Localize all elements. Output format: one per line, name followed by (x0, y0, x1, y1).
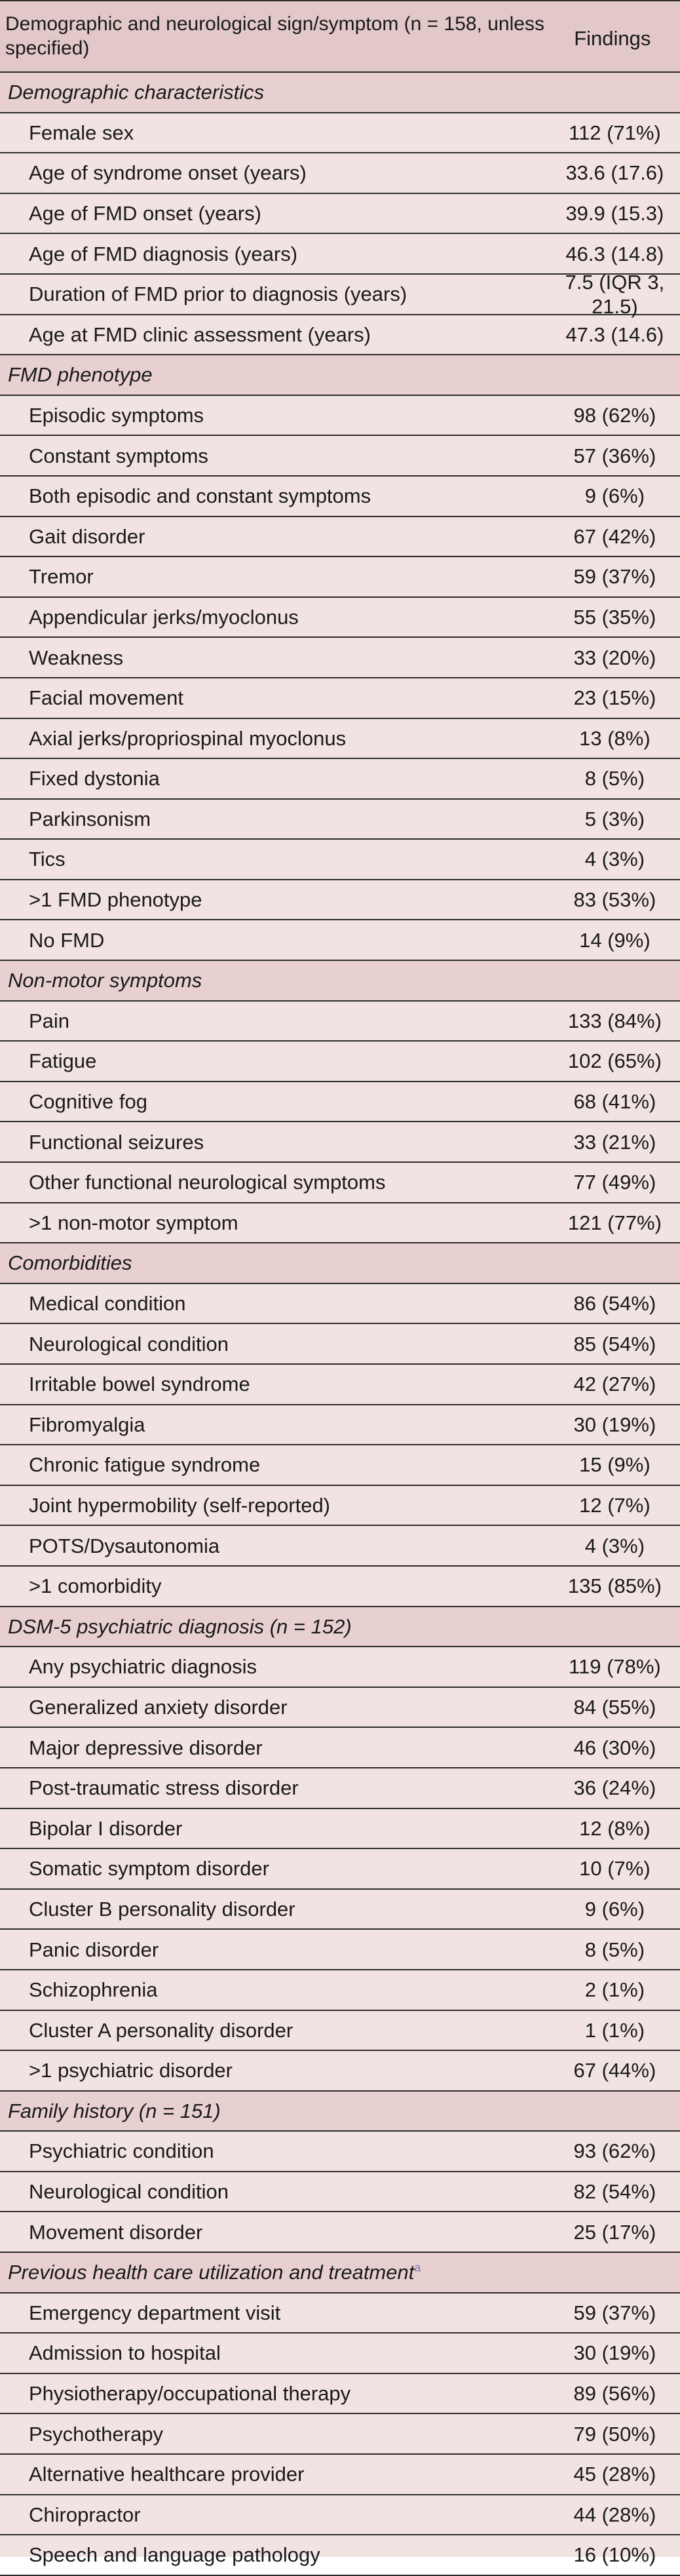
row-value: 77 (49%) (573, 1171, 656, 1194)
row-label: Post-traumatic stress disorder (29, 1776, 299, 1800)
table-row (0, 1890, 680, 1930)
row-value: 13 (8%) (579, 726, 651, 750)
row-value: 86 (54%) (573, 1292, 656, 1316)
row-value: 36 (24%) (573, 1776, 656, 1800)
row-value: 46.3 (14.8) (565, 242, 664, 265)
row-label: Fibromyalgia (29, 1413, 145, 1436)
row-label: Parkinsonism (29, 807, 151, 830)
table-row (0, 1728, 680, 1768)
row-label: Alternative healthcare provider (29, 2463, 305, 2486)
table-row (0, 678, 680, 719)
table-row (0, 2172, 680, 2213)
row-label: Joint hypermobility (self-reported) (29, 1493, 331, 1517)
row-label: Weakness (29, 646, 124, 669)
section-title (0, 968, 663, 992)
row-value: 112 (71%) (569, 121, 661, 144)
row-value: 30 (19%) (573, 1413, 656, 1436)
row-value: 12 (7%) (579, 1493, 651, 1517)
table-row (0, 1365, 680, 1405)
row-label: Any psychiatric diagnosis (29, 1655, 257, 1679)
row-value: 23 (15%) (573, 686, 656, 710)
row-value: 67 (44%) (573, 2059, 656, 2082)
row-label: Admission to hospital (29, 2341, 221, 2365)
table-row (0, 1203, 680, 1244)
row-label: Somatic symptom disorder (29, 1857, 269, 1881)
row-value: 9 (6%) (584, 484, 645, 508)
section-heading (0, 2092, 680, 2132)
row-value: 25 (17%) (573, 2220, 656, 2244)
table-row (0, 1567, 680, 1607)
row-value: 93 (62%) (573, 2139, 656, 2163)
row-label: Cognitive fog (29, 1090, 147, 1114)
row-value: 33 (21%) (573, 1130, 656, 1154)
row-label: Age at FMD clinic assessment (years) (29, 322, 371, 346)
table-row (0, 396, 680, 437)
row-label: Facial movement (29, 686, 184, 710)
row-label: Axial jerks/propriospinal myoclonus (29, 726, 347, 750)
row-label: Pain (29, 1009, 70, 1032)
row-value: 9 (6%) (584, 1897, 645, 1921)
table-row (0, 113, 680, 154)
row-value: 42 (27%) (573, 1373, 656, 1396)
row-value: 12 (8%) (579, 1816, 651, 1840)
row-label: Schizophrenia (29, 1978, 158, 2002)
row-value: 89 (56%) (573, 2382, 656, 2406)
row-label: Other functional neurological symptoms (29, 1171, 386, 1194)
table-row (0, 1647, 680, 1688)
row-label: Psychiatric condition (29, 2139, 214, 2163)
footnote-marker: a (414, 2261, 421, 2274)
table-row (0, 1970, 680, 2011)
section-title-text: Family history (n = 151) (8, 2099, 221, 2122)
row-value: 84 (55%) (573, 1695, 656, 1719)
section-title-text: Demographic characteristics (8, 81, 265, 104)
row-value: 8 (5%) (584, 1938, 645, 1961)
table-row (0, 1768, 680, 1809)
row-value: 59 (37%) (573, 2301, 656, 2324)
section-title-text: Comorbidities (8, 1251, 132, 1275)
table-row (0, 270, 680, 318)
table-row (0, 2293, 680, 2334)
table-row (0, 1042, 680, 1082)
table-row (0, 1163, 680, 1203)
row-value: 85 (54%) (573, 1332, 656, 1356)
row-label: Chiropractor (29, 2503, 141, 2526)
section-heading (0, 73, 680, 113)
row-label: >1 comorbidity (29, 1574, 162, 1598)
row-label: Major depressive disorder (29, 1736, 263, 1759)
row-label: Female sex (29, 121, 134, 144)
row-value: 133 (84%) (567, 1009, 662, 1032)
row-label: Age of syndrome onset (years) (29, 161, 307, 185)
row-value: 7.5 (IQR 3, 21.5) (565, 270, 665, 318)
section-title (0, 2099, 663, 2123)
table-row (0, 557, 680, 598)
row-value: 2 (1%) (584, 1978, 645, 2002)
row-label: >1 non-motor symptom (29, 1211, 238, 1234)
section-title-text: Non-motor symptoms (8, 969, 202, 992)
row-label: Cluster A personality disorder (29, 2018, 293, 2042)
row-label: Neurological condition (29, 1332, 229, 1356)
row-label: Age of FMD onset (years) (29, 201, 261, 225)
row-value: 33.6 (17.6) (565, 161, 664, 185)
section-title (0, 2260, 663, 2284)
table-row (0, 1849, 680, 1890)
table-body (0, 73, 680, 2576)
table-row (0, 2333, 680, 2374)
table-row (0, 2051, 680, 2092)
table-row (0, 1002, 680, 1042)
row-label: Functional seizures (29, 1130, 204, 1154)
row-value: 14 (9%) (579, 928, 651, 952)
table-row (0, 759, 680, 800)
row-value: 121 (77%) (567, 1211, 662, 1234)
row-value: 10 (7%) (579, 1857, 651, 1881)
row-label: Fixed dystonia (29, 767, 160, 790)
row-label: >1 psychiatric disorder (29, 2059, 233, 2082)
table-row (0, 2132, 680, 2172)
section-title-text: Previous health care utilization and treatment (8, 2261, 415, 2284)
row-label: Speech and language pathology (29, 2543, 320, 2567)
row-label: Panic disorder (29, 1938, 159, 1961)
section-heading (0, 1607, 680, 1648)
row-label: >1 FMD phenotype (29, 888, 202, 912)
row-value: 1 (1%) (584, 2018, 645, 2042)
table-row (0, 840, 680, 880)
table-row (0, 1688, 680, 1728)
row-label: Episodic symptoms (29, 403, 204, 427)
table-row (0, 1526, 680, 1567)
table-row (0, 598, 680, 638)
table-row (0, 2374, 680, 2415)
table-row (0, 880, 680, 921)
row-label: No FMD (29, 928, 105, 952)
row-label: Emergency department visit (29, 2301, 281, 2324)
row-value: 45 (28%) (573, 2463, 656, 2486)
row-value: 68 (41%) (573, 1090, 656, 1114)
table-row (0, 1930, 680, 1970)
section-heading (0, 1243, 680, 1284)
table-header (0, 0, 680, 73)
table-row (0, 1486, 680, 1527)
table-row (0, 2212, 680, 2253)
table-row (0, 1809, 680, 1850)
table-row (0, 1445, 680, 1486)
row-value: 57 (36%) (573, 444, 656, 467)
row-value: 39.9 (15.3) (565, 201, 664, 225)
section-title (0, 1251, 663, 1275)
row-label: Bipolar I disorder (29, 1816, 183, 1840)
row-label: Duration of FMD prior to diagnosis (years) (29, 283, 407, 306)
row-value: 33 (20%) (573, 646, 656, 669)
table-row (0, 436, 680, 477)
row-value: 46 (30%) (573, 1736, 656, 1759)
table-row (0, 719, 680, 760)
row-value: 67 (42%) (573, 524, 656, 548)
table-row (0, 2535, 680, 2576)
row-value: 8 (5%) (584, 767, 645, 790)
row-label: Medical condition (29, 1292, 186, 1316)
table-row (0, 2011, 680, 2052)
section-heading (0, 961, 680, 1002)
row-value: 5 (3%) (584, 807, 645, 830)
row-value: 98 (62%) (573, 403, 656, 427)
row-label: Tics (29, 848, 66, 871)
section-title-text: FMD phenotype (8, 363, 153, 387)
row-value: 16 (10%) (573, 2543, 656, 2567)
table-row (0, 194, 680, 235)
row-label: Constant symptoms (29, 444, 208, 467)
row-value: 44 (28%) (573, 2503, 656, 2526)
row-value: 135 (85%) (567, 1574, 662, 1598)
row-label: Neurological condition (29, 2180, 229, 2204)
table-row (0, 2495, 680, 2536)
row-value: 102 (65%) (567, 1049, 662, 1073)
row-value: 55 (35%) (573, 605, 656, 629)
row-value: 83 (53%) (573, 888, 656, 912)
header-findings: Findings (574, 26, 651, 50)
table-row (0, 2414, 680, 2455)
row-label: Fatigue (29, 1049, 97, 1073)
section-title-text: DSM-5 psychiatric diagnosis (n = 152) (8, 1614, 352, 1638)
table-row (0, 638, 680, 678)
table-row (0, 800, 680, 840)
row-label: Cluster B personality disorder (29, 1897, 295, 1921)
header-sign-symptom: Demographic and neurological sign/symptom (n = 158, unless specified) (5, 12, 544, 59)
table-row (0, 234, 680, 275)
row-value: 30 (19%) (573, 2341, 656, 2365)
row-label: POTS/Dysautonomia (29, 1534, 220, 1557)
row-value: 4 (3%) (584, 1534, 645, 1557)
row-label: Generalized anxiety disorder (29, 1695, 288, 1719)
row-value: 59 (37%) (573, 565, 656, 589)
row-label: Physiotherapy/occupational therapy (29, 2382, 351, 2406)
section-title (0, 1614, 663, 1639)
table-row (0, 153, 680, 194)
table-row (0, 1082, 680, 1123)
row-label: Appendicular jerks/myoclonus (29, 605, 299, 629)
row-value: 15 (9%) (579, 1453, 651, 1477)
row-value: 4 (3%) (584, 848, 645, 871)
table-row (0, 1284, 680, 1325)
table-row (0, 1122, 680, 1163)
table-row (0, 1405, 680, 1446)
section-title (0, 362, 663, 387)
row-label: Psychotherapy (29, 2422, 164, 2446)
row-value: 119 (78%) (569, 1655, 661, 1679)
section-heading (0, 355, 680, 396)
row-label: Age of FMD diagnosis (years) (29, 242, 298, 265)
table-row (0, 517, 680, 558)
row-value: 79 (50%) (573, 2422, 656, 2446)
section-heading (0, 2253, 680, 2293)
row-label: Both episodic and constant symptoms (29, 484, 371, 508)
row-label: Tremor (29, 565, 94, 589)
row-label: Irritable bowel syndrome (29, 1373, 250, 1396)
table-row (0, 1324, 680, 1365)
table-row (0, 920, 680, 961)
row-label: Movement disorder (29, 2220, 203, 2244)
row-label: Gait disorder (29, 524, 145, 548)
row-label: Chronic fatigue syndrome (29, 1453, 261, 1477)
row-value: 47.3 (14.6) (565, 322, 664, 346)
row-value: 82 (54%) (573, 2180, 656, 2204)
table-row (0, 2455, 680, 2495)
table-row (0, 315, 680, 356)
table-row (0, 477, 680, 517)
section-title (0, 80, 663, 104)
